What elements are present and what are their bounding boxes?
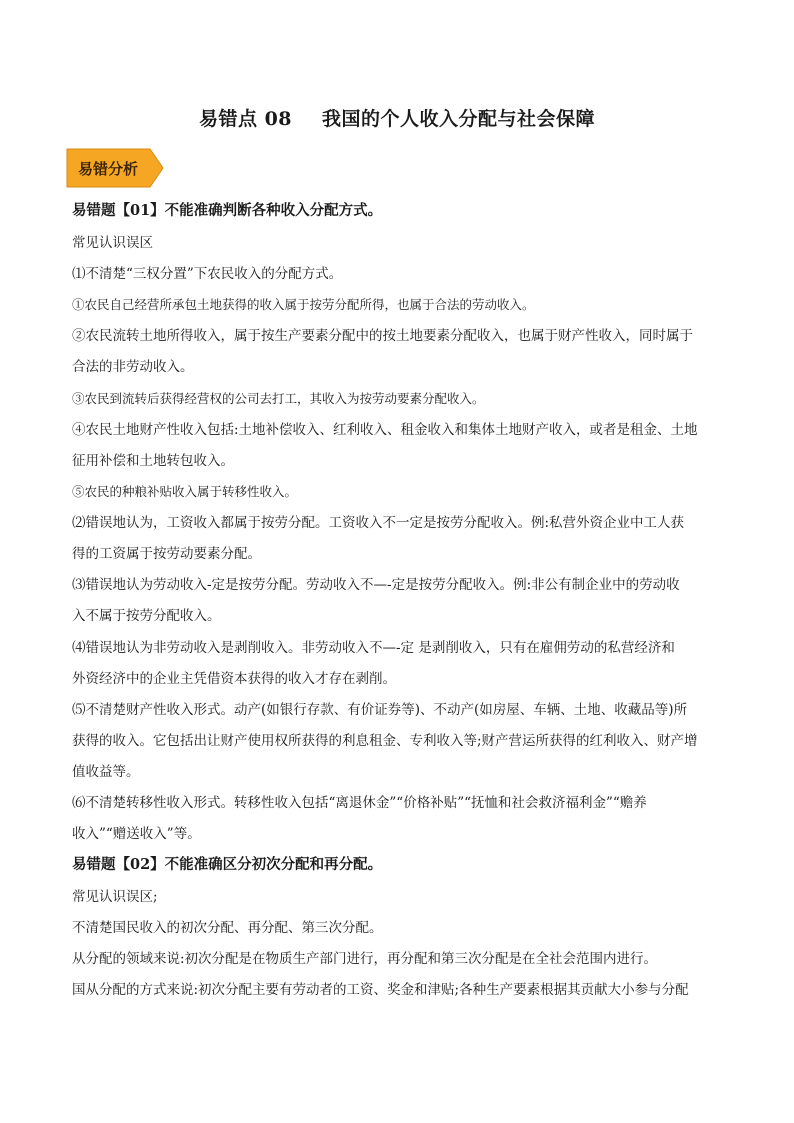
text-line: ⑴不清楚“三权分置”下农民收入的分配方式。 [72, 266, 343, 282]
error-heading-02: 易错题【02】不能准确区分初次分配和再分配。 [72, 856, 383, 873]
text-line: 收入”“赠送收入”等。 [72, 826, 201, 842]
title-text: 我国的个人收入分配与社会保障 [322, 108, 596, 130]
title-code: 易错点 08 [198, 108, 293, 130]
text-line: 从分配的领域来说:初次分配是在物质生产部门进行，再分配和第三次分配是在全社会范围内进行。 [72, 951, 658, 967]
text-line: 外资经济中的企业主凭借资本获得的收入才存在剥削。 [72, 671, 396, 687]
text-line: 获得的收入。它包括出让财产使用权所获得的利息租金、专利收入等;财产营运所获得的红利收入、财产增 [72, 733, 698, 749]
text-line: 值收益等。 [72, 764, 140, 780]
text-line: ②农民流转土地所得收入，属于按生产要素分配中的按土地要素分配收入，也属于财产性收入，同时属于 [72, 328, 693, 344]
text-line: 不清楚国民收入的初次分配、再分配、第三次分配。 [72, 920, 383, 936]
text-line: 征用补偿和土地转包收入。 [72, 453, 234, 469]
text-line: 入不属于按劳分配收入。 [72, 608, 221, 624]
text-line: ①农民自己经营所承包土地获得的收入属于按劳分配所得，也属于合法的劳动收入。 [72, 297, 535, 312]
text-line: 常见认识误区; [72, 889, 158, 905]
text-line: 国从分配的方式来说:初次分配主要有劳动者的工资、奖金和津贴;各种生产要素根据其贡献大小参与分配 [72, 982, 689, 998]
page-title [0, 104, 794, 131]
text-line: ④农民土地财产性收入包括:土地补偿收入、红利收入、租金收入和集体土地财产收入，或者是租金、土地 [72, 422, 698, 438]
text-line: ⑹不清楚转移性收入形式。转移性收入包括“离退休金”“价格补贴”“抚恤和社会救济福利金”“赡养 [72, 795, 647, 811]
text-line: ⑤农民的种粮补贴收入属于转移性收入。 [72, 484, 298, 499]
text-line: 得的工资属于按劳动要素分配。 [72, 546, 261, 562]
section-tag [66, 148, 164, 188]
text-line: 合法的非劳动收入。 [72, 359, 194, 375]
text-line: ⑷错误地认为非劳动收入是剥削收入。非劳动收入不—-定 是剥削收入，只有在雇佣劳动的私营经济和 [72, 640, 675, 656]
text-line: ⑶错误地认为劳动收入-定是按劳分配。劳动收入不—-定是按劳分配收入。例:非公有制企业中的劳动收 [72, 577, 680, 593]
section-tag-label: 易错分析 [78, 160, 139, 178]
text-line: ③农民到流转后获得经营权的公司去打工，其收入为按劳动要素分配收入。 [72, 391, 485, 406]
text-line: ⑸不清楚财产性收入形式。动产(如银行存款、有价证券等)、不动产(如房屋、车辆、土地、收藏品等)所 [72, 702, 688, 718]
error-heading-01: 易错题【01】不能准确判断各种收入分配方式。 [72, 202, 383, 219]
text-line: ⑵错误地认为，工资收入都属于按劳分配。工资收入不一定是按劳分配收入。例:私营外资企业中工人获 [72, 515, 685, 531]
text-line: 常见认识误区 [72, 235, 153, 251]
